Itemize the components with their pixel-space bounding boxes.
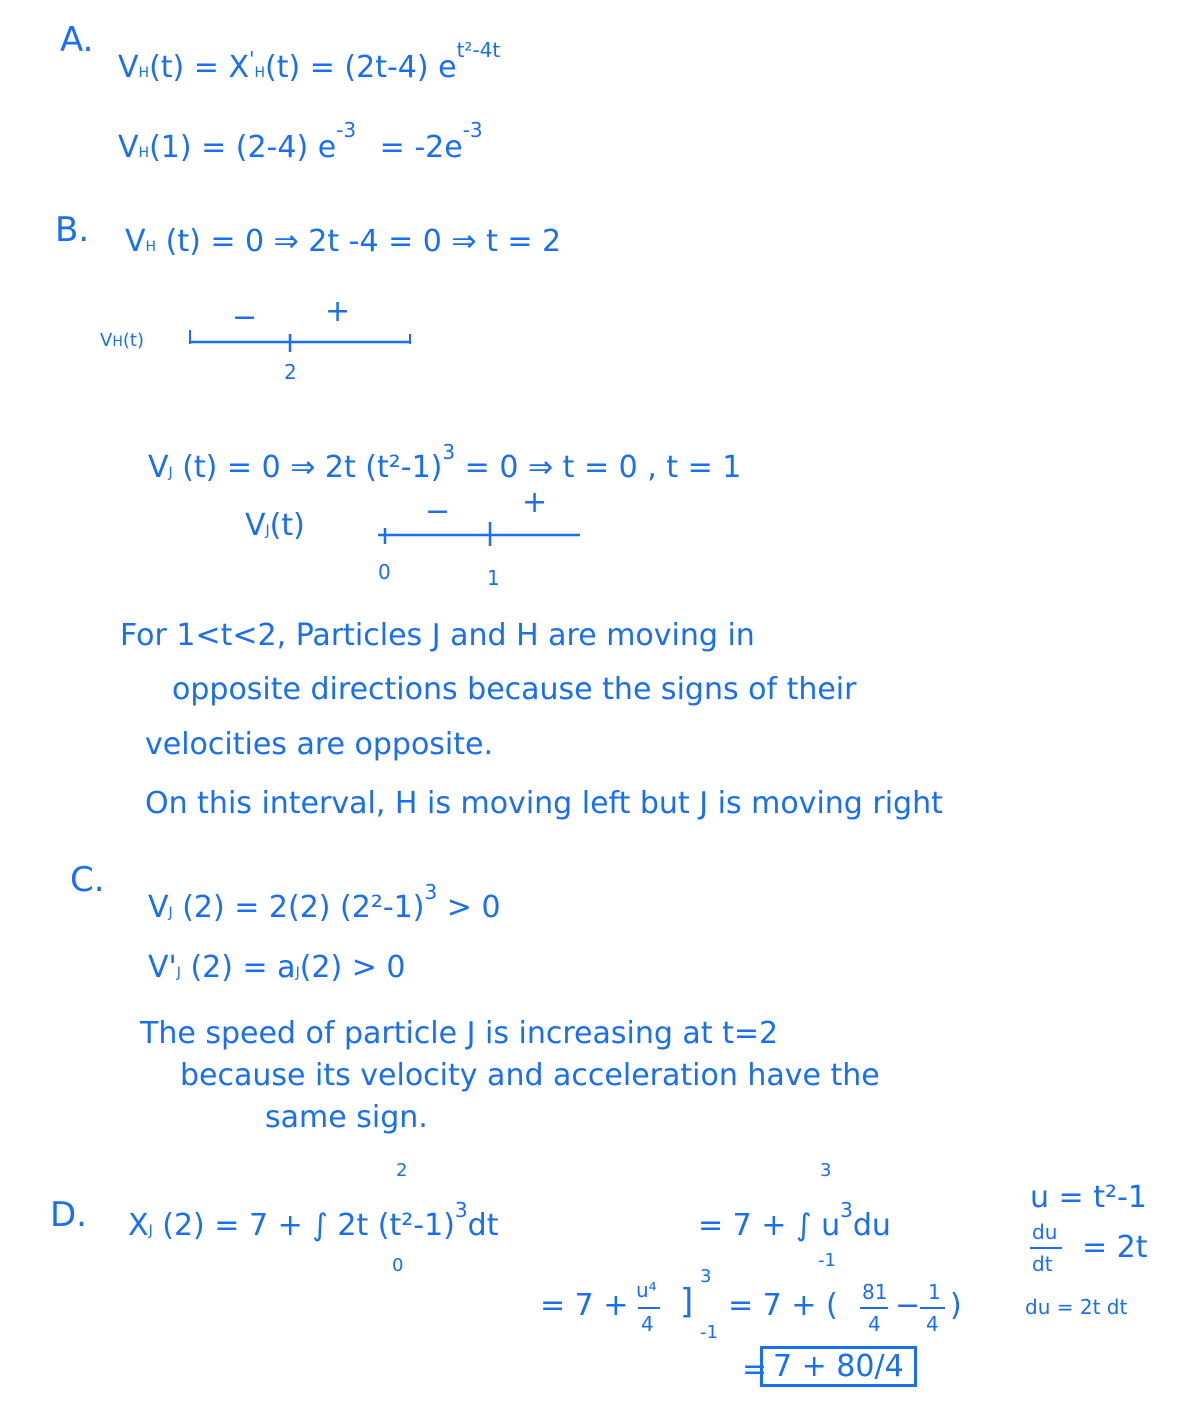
sign-chart-j-minus: − xyxy=(425,494,451,529)
sign-chart-h-plus: + xyxy=(325,294,351,329)
part-b-para1: For 1<t<2, Particles J and H are moving in xyxy=(120,618,755,653)
part-b-v: V xyxy=(125,224,146,259)
part-d-frac2-num: 81 xyxy=(862,1280,888,1304)
part-c-sub: J xyxy=(168,905,173,921)
final-answer: 7 + 80/4 xyxy=(760,1346,917,1387)
part-d-l2-bracket: ] xyxy=(680,1282,694,1322)
sign-j-end: (t) xyxy=(269,508,305,543)
part-d-l2-frac-num: u⁴ xyxy=(636,1278,657,1302)
part-b-line2 xyxy=(148,440,741,485)
sign-chart-j-tick1-label: 1 xyxy=(487,566,500,590)
part-b-l2-end: = 0 ⇒ t = 0 , t = 1 xyxy=(464,450,742,485)
sign-j-v: V xyxy=(245,508,266,543)
part-b-para2: opposite directions because the signs of their xyxy=(172,672,857,707)
sub-u: u = t²-1 xyxy=(1030,1180,1147,1215)
part-d-l2-eq: = 7 + ( xyxy=(728,1288,838,1323)
part-b-para4: On this interval, H is moving left but J is moving right xyxy=(145,786,943,821)
part-a-mid: (t) = X xyxy=(149,50,249,85)
part-d-frac-minus: − xyxy=(895,1288,921,1323)
integral1-lower: 0 xyxy=(392,1255,404,1276)
part-b-sub-h: H xyxy=(145,239,157,255)
sign-chart-h-label xyxy=(100,330,144,351)
part-c-l2-end: (2) > 0 xyxy=(299,950,406,985)
part-a-l2-mid: (1) = (2-4) e xyxy=(149,130,337,165)
sign-h-v: V xyxy=(100,330,113,351)
part-b-eq: (t) = 0 ⇒ 2t -4 = 0 ⇒ t = 2 xyxy=(165,224,562,259)
part-a-sub-h2: H xyxy=(254,65,266,81)
part-a-l2-exp2: -3 xyxy=(462,118,483,142)
part-d-x: X xyxy=(128,1208,149,1243)
part-d-frac2-den: 4 xyxy=(868,1312,881,1336)
part-c-l2-sub: J xyxy=(176,965,181,981)
sub-du-num: du xyxy=(1032,1220,1058,1244)
part-d-close: ) xyxy=(950,1288,962,1323)
part-a-prime: ' xyxy=(249,47,255,71)
part-d-integral: (2) = 7 + ∫ 2t (t²-1) xyxy=(162,1208,455,1243)
part-b-l2-sub: J xyxy=(168,465,173,481)
sub-du-eq: = 2t xyxy=(1082,1230,1148,1265)
part-d-exp: 3 xyxy=(454,1198,468,1222)
part-d-l2-bracket-upper: 3 xyxy=(700,1266,712,1287)
part-c-para3: same sign. xyxy=(265,1100,428,1135)
sign-j-sub: J xyxy=(265,523,270,539)
part-c-exp: 3 xyxy=(424,880,438,904)
part-d-l2-frac-den: 4 xyxy=(641,1312,654,1336)
part-a-line2 xyxy=(118,118,483,165)
part-c-line2 xyxy=(148,950,406,985)
part-c-l2-sub2: J xyxy=(295,965,300,981)
sign-h-sub: H xyxy=(112,334,123,350)
part-d-exp2: 3 xyxy=(840,1198,853,1222)
part-b-l2-v: V xyxy=(148,450,169,485)
part-c-label: C. xyxy=(70,860,105,900)
part-d-dt: dt xyxy=(467,1208,499,1243)
sign-chart-h-minus: − xyxy=(232,300,258,335)
part-d-frac3-num: 1 xyxy=(928,1280,941,1304)
sign-h-end: (t) xyxy=(122,330,144,351)
part-a-sub-h: H xyxy=(138,65,150,81)
part-c-eq: (2) = 2(2) (2²-1) xyxy=(182,890,425,925)
part-b-label: B. xyxy=(55,210,90,250)
part-d-l2-bracket-lower: -1 xyxy=(700,1322,718,1343)
part-b-l2-eq: (t) = 0 ⇒ 2t (t²-1) xyxy=(182,450,443,485)
part-c-para1: The speed of particle J is increasing at t=2 xyxy=(140,1016,779,1051)
part-a-l2-sub: H xyxy=(138,145,150,161)
part-d-line1b xyxy=(698,1198,891,1243)
sub-du2: du = 2t dt xyxy=(1025,1295,1128,1319)
part-d-l2-pre: = 7 + xyxy=(540,1288,629,1323)
part-d-line1 xyxy=(128,1198,498,1243)
part-a-line1 xyxy=(118,38,500,85)
part-d-eq2: = 7 + ∫ u xyxy=(698,1208,841,1243)
part-d-frac3-den: 4 xyxy=(926,1312,939,1336)
part-d-label: D. xyxy=(50,1195,87,1235)
integral1-upper: 2 xyxy=(396,1160,408,1181)
sign-chart-h-tick-label: 2 xyxy=(284,360,297,384)
part-c-l2-eq: (2) = a xyxy=(190,950,296,985)
part-b-l2-exp: 3 xyxy=(442,440,456,464)
part-a-v: V xyxy=(118,50,139,85)
part-c-v: V xyxy=(148,890,169,925)
part-a-end: (t) = (2t-4) e xyxy=(265,50,457,85)
integral2-lower: -1 xyxy=(818,1250,836,1271)
sign-chart-j-label xyxy=(245,508,305,543)
part-d-du: du xyxy=(852,1208,891,1243)
answer-eq: = xyxy=(742,1352,768,1387)
part-c-l2-v: V' xyxy=(148,950,177,985)
sign-chart-j-tick0-label: 0 xyxy=(378,560,391,584)
sub-du-den: dt xyxy=(1032,1252,1053,1276)
part-a-exponent: t²-4t xyxy=(456,38,501,62)
part-d-sub: J xyxy=(148,1223,153,1239)
part-b-line1 xyxy=(125,224,561,259)
integral2-upper: 3 xyxy=(820,1160,832,1181)
sign-chart-j-plus: + xyxy=(522,485,548,520)
part-c-line1 xyxy=(148,880,501,925)
part-a-l2-v: V xyxy=(118,130,139,165)
part-a-label: A. xyxy=(60,20,94,60)
part-c-para2: because its velocity and acceleration have the xyxy=(180,1058,880,1093)
part-c-end: > 0 xyxy=(446,890,501,925)
part-a-l2-end: = -2e xyxy=(379,130,463,165)
part-b-para3: velocities are opposite. xyxy=(145,727,494,762)
part-a-l2-exp: -3 xyxy=(336,118,357,142)
